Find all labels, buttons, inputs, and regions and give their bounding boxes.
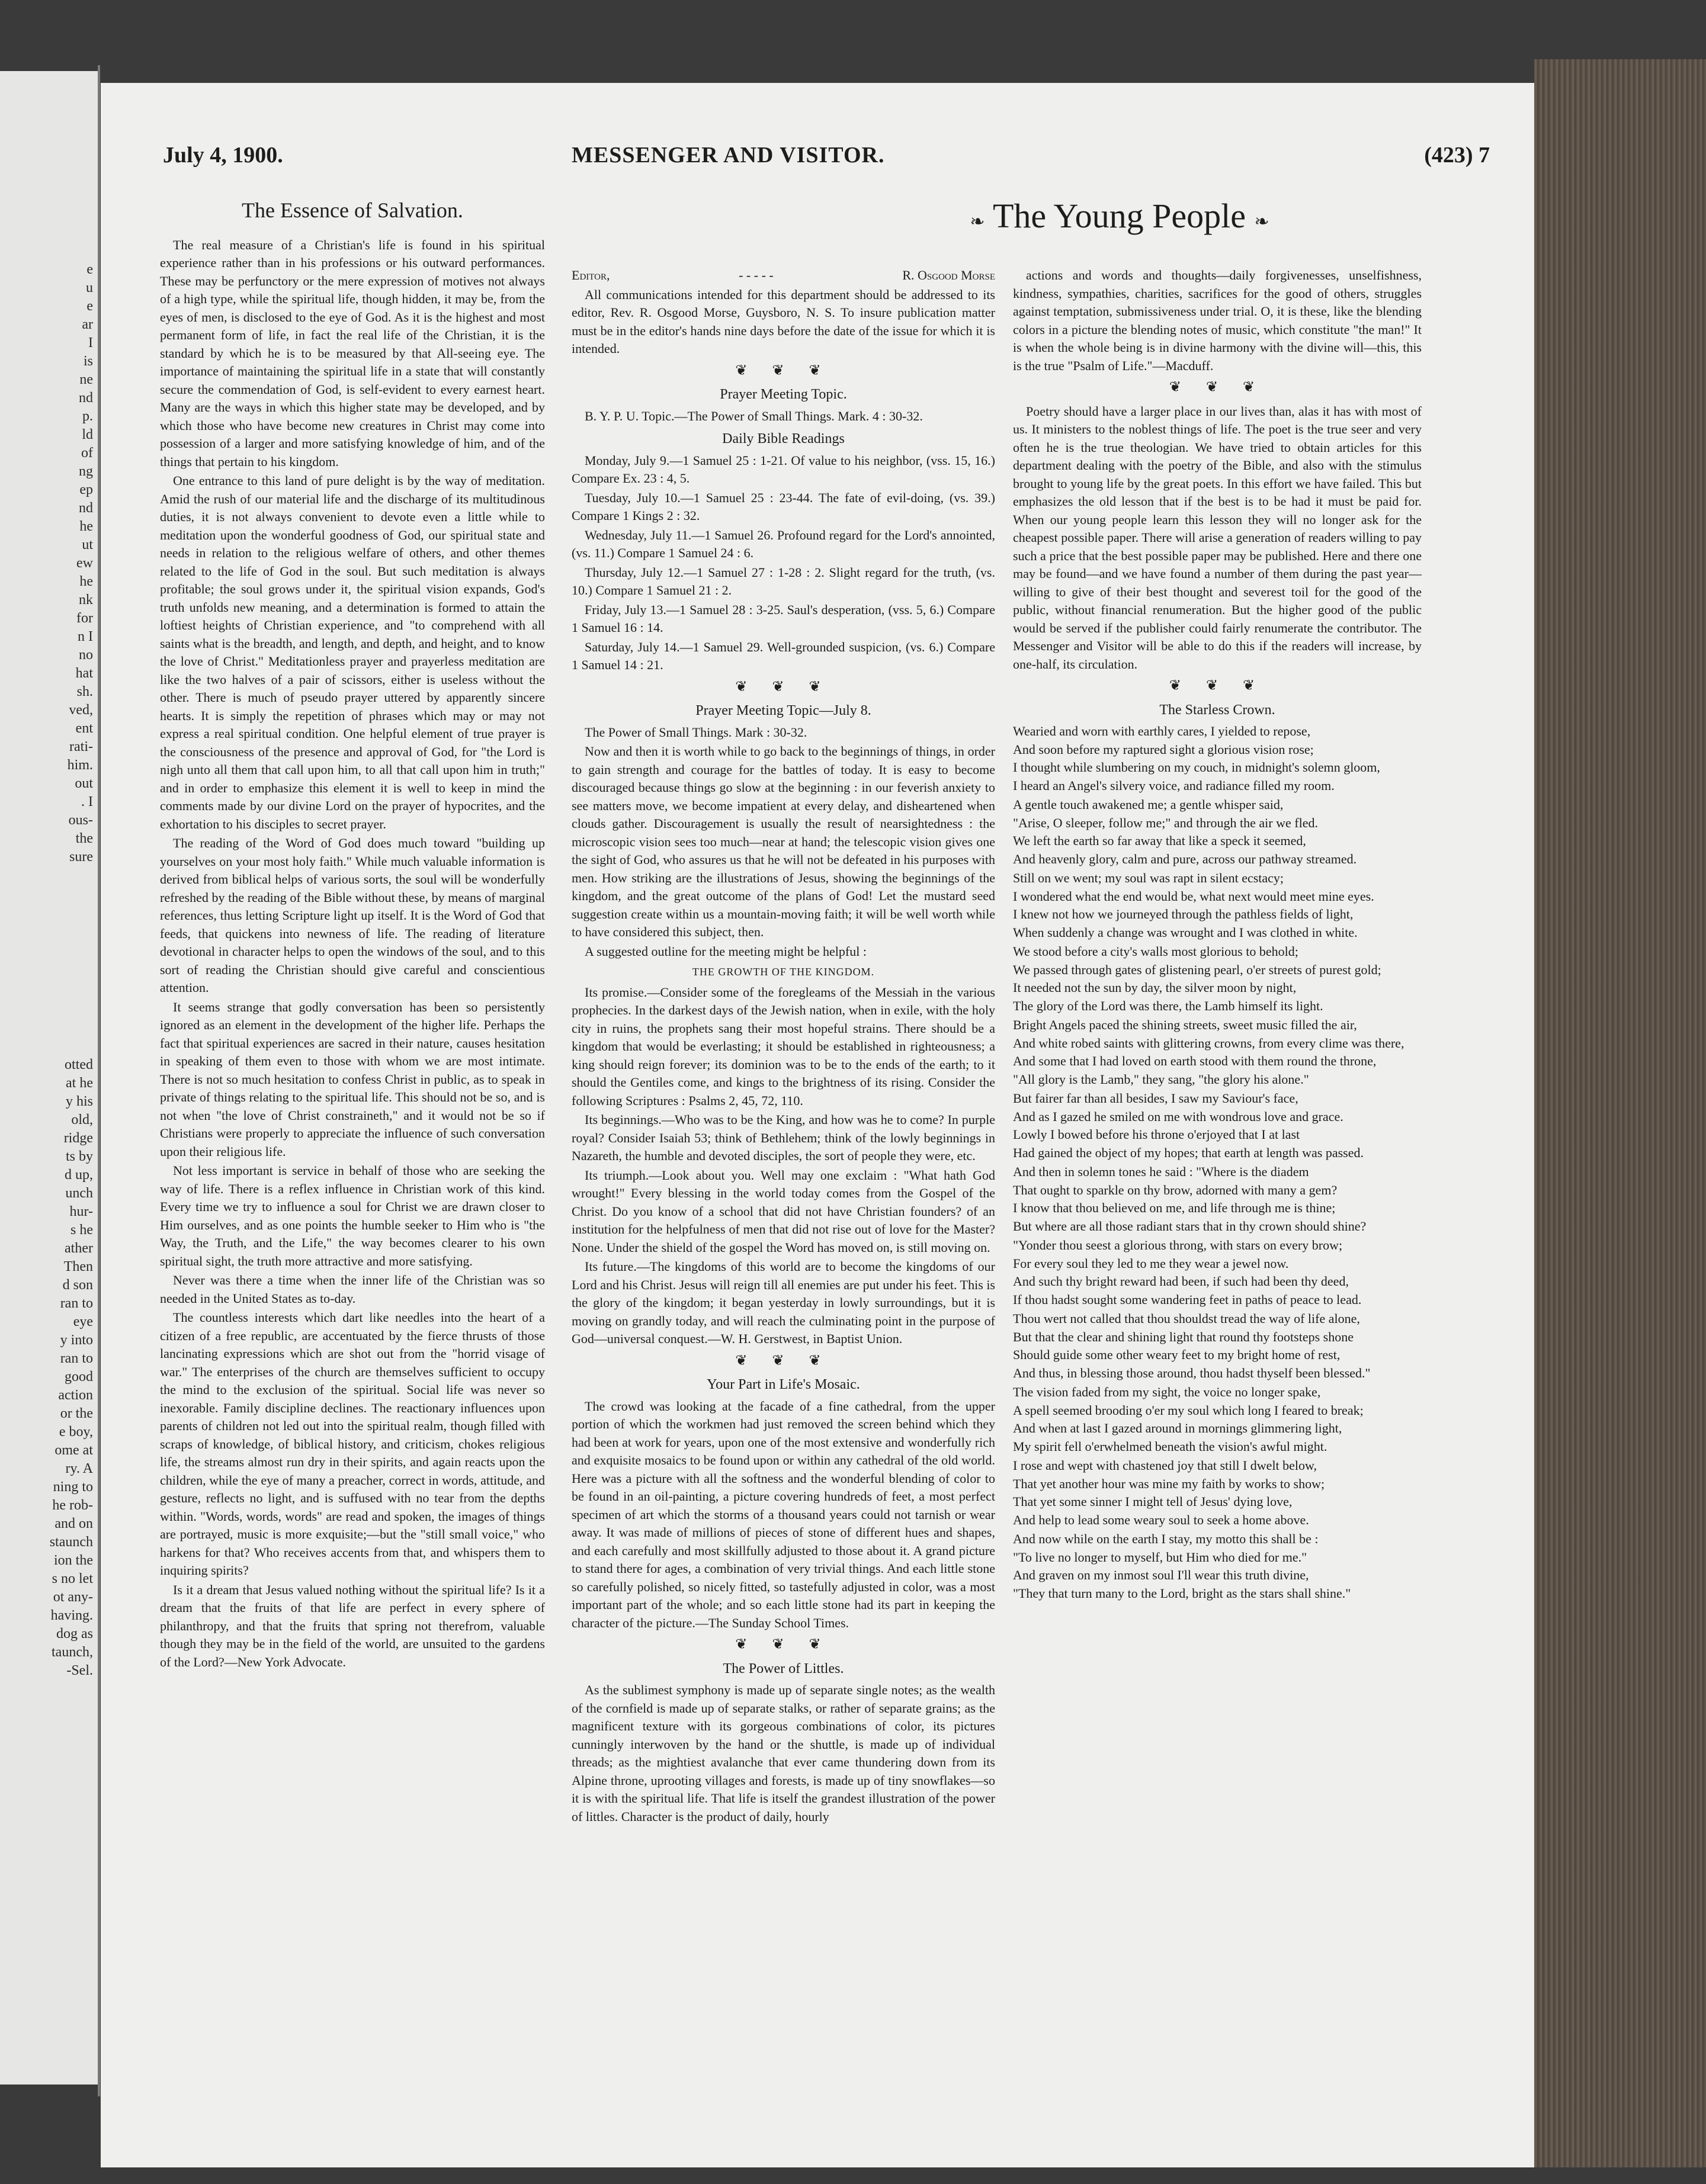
mosaic-text: The crowd was looking at the facade of a fine cathedral, from the upper portion of which the workmen had just removed the screen behind which they had been at work for years, upon one of the most extensive and wonderfully rich and exquisite mosaics to be found upon or within any cathedral of the old world. Here was a picture with all the softness and the wonderful blending of color to be found in an oil-painting, a picture covering hundreds of feet, a most perfect specimen of art which the storms of a thousand years could not tarnish or wear away. It was made of millions of pieces of stone of different hues and shapes, and each carefully and most skillfully adjusted to those about it. A grand picture to stand there for ages, a combination of very trivial things. And each little stone so carefully polished, so nicely fitted, so tastefully adjusted in color, was a most important part of the whole; and so each little stone had its part in keeping the character of the picture.—The Sunday School Times. (572, 1398, 995, 1630)
fragment-line: p. (82, 409, 93, 424)
fragment-line: I (88, 335, 93, 351)
poem-line: And white robed saints with glittering crowns, from every clime was there, (1013, 1035, 1404, 1051)
article-title: The Essence of Salvation. (242, 198, 463, 222)
fragment-line: ut (82, 537, 93, 553)
fragment-line: out (75, 776, 93, 791)
fragment-line: action (58, 1388, 93, 1403)
fragment-line: no (79, 647, 93, 663)
paragraph: Is it a dream that Jesus valued nothing without the spiritual life? Is it a dream that the fruits of that life are perfect in every sphere of philanthropy, and that the fruits that spring not therefrom, valuable though they may be in the field of the world, are unsuited to the gardens of the Lord?—New York Advocate. (160, 1582, 545, 1669)
paragraph: Not less important is service in behalf of those who are seeking the way of life. There is a reflex influence in Christian work of this kind. Every time we try to influence a soul for Christ we are drawn closer to Him ourselves, and as one points the humble seeker to Him who is "the Way, the Truth, and the Life," the way becomes clearer to his own spiritual sight, the truth more attractive and more satisfying. (160, 1163, 545, 1268)
poem-line: Wearied and worn with earthly cares, I yielded to repose, (1013, 724, 1311, 738)
poem-line: And graven on my inmost soul I'll wear this truth divine, (1013, 1568, 1309, 1582)
fragment-line: ran to (60, 1296, 93, 1311)
fragment-line: u (86, 280, 93, 296)
poem-line: Bright Angels paced the shining streets, sweet music filled the air, (1013, 1017, 1357, 1032)
paragraph: It seems strange that godly conversation has been so persistently ignored as an element in the development of the higher life. Perhaps the fact that spiritual experiences are sacred in their nature, causes hesitation in speaking of them even to those with whom we are most intimate. There is not so much hesitation to confess Christ in public, as to speak in private of things relating to the spiritual life. This should not be so, and is not when "the love of Christ constraineth," and it would not be so if Christians were properly to appreciate the influence of such conversation upon their religious life. (160, 999, 545, 1159)
poem-stanza (1013, 1383, 1422, 1456)
poem-stanza (1013, 869, 1422, 942)
paragraph: Its promise.—Consider some of the foregleams of the Messiah in the various prophecies. In the darkest days of the Jewish nation, when in exile, with the holy city in ruins, the prophets sang their most hopeful strains. There should be a kingdom that would be everlasting; it should be established in righteousness; a king should reign forever; its dominion was to be to the ends of the earth; to it should the Gentiles come, and kings to the brightness of its rising. Consider the following Scriptures : Psalms 2, 45, 72, 110. (572, 984, 995, 1108)
poem-line: And when at last I gazed around in mornings glimmering light, (1013, 1421, 1342, 1435)
poem-line: When suddenly a change was wrought and I was clothed in white. (1013, 924, 1358, 940)
paragraph: Never was there a time when the inner life of the Christian was so needed in the United States as to-day. (160, 1273, 545, 1306)
paragraph: A suggested outline for the meeting might be helpful : (585, 943, 867, 959)
poem-line: And heavenly glory, calm and pure, across our pathway streamed. (1013, 851, 1357, 866)
poem-line: "Yonder thou seest a glorious throng, with stars on every brow; (1013, 1238, 1343, 1252)
poem-line: I know that thou believed on me, and life through me is thine; (1013, 1200, 1336, 1215)
poem-line: And help to lead some weary soul to seek a home above. (1013, 1512, 1309, 1527)
poem-line: Had gained the object of my hopes; that earth at length was passed. (1013, 1145, 1364, 1160)
paragraph: Its beginnings.—Who was to be the King, and how was he to come? In purple royal? Consider Isaiah 53; think of Bethlehem; think of the lowly beginnings in Nazareth, the humble and devoted disciples, the sort of people they were, etc. (572, 1112, 995, 1163)
poem-line: Still on we went; my soul was rapt in silent ecstacy; (1013, 871, 1284, 885)
poem-line: We left the earth so far away that like a speck it seemed, (1013, 833, 1306, 848)
poem-line: A spell seemed brooding o'er my soul which long I feared to break; (1013, 1402, 1364, 1418)
fragment-line: . I (81, 794, 93, 810)
newspaper-page (101, 83, 1534, 2167)
section-title-text: The Young People (992, 197, 1246, 235)
poem-line: And thus, in blessing those around, thou hadst thyself been blessed." (1013, 1365, 1371, 1380)
poem-line: I heard an Angel's silvery voice, and radiance filled my room. (1013, 778, 1335, 793)
fragment-line: hur- (69, 1204, 93, 1219)
poem-line: The vision faded from my sight, the voice no longer spake, (1013, 1385, 1321, 1399)
column-poetry (1013, 266, 1422, 1604)
poem-stanza (1013, 1236, 1422, 1309)
reading-item: Saturday, July 14.—1 Samuel 29. Well-grounded suspicion, (vs. 6.) Compare 1 Samuel 14 : 21. (572, 639, 995, 672)
divider: ❦ ❦ ❦ (1169, 380, 1266, 395)
page-gutter (98, 65, 100, 2096)
fragment-line: ridge (63, 1130, 93, 1146)
divider: ❦ ❦ ❦ (735, 1353, 832, 1369)
fragment-line: d son (62, 1277, 93, 1293)
fragment-line: s no let (52, 1571, 93, 1586)
book-edge (1534, 59, 1706, 2167)
fragment-line: ome at (54, 1443, 93, 1458)
fragment-line: e (86, 298, 93, 314)
fragment-line: ather (65, 1241, 93, 1256)
poem-line: I wondered what the end would be, what next would meet mine eyes. (1013, 888, 1374, 904)
fragment-line: of (81, 445, 93, 461)
column-young-people (572, 266, 995, 1827)
poem-stanza (1013, 796, 1422, 868)
paragraph: The countless interests which dart like needles into the heart of a citizen of a free republic, are accentuated by the fierce thrusts of those lancinating expressions which are shot out from the "horrid visage of war." The enterprises of the church are themselves sufficient to occupy the mind to the exclusion of the spiritual. Social life was never so inexorable. Family discipline declines. The reactionary influences upon parents of children not led out into the spiritual realm, though filled with scraps of knowledge, of biblical history, and criticism, chokes religious life, the streams almost run dry in their spirits, and again reacts upon the children, while the eye of many a preacher, correct in words, attitude, and gesture, reflects no light, and is suffused with no tear from the depths within. "Words, words, words" are read and spoken, the images of things are portrayed, music is more exquisite;—but the "still small voice," who harkens for that? Who receives accents from that, and whispers them to inquiring spirits? (160, 1310, 545, 1578)
poem-stanza (1013, 943, 1422, 1015)
fragment-line: ent (75, 721, 93, 736)
fragment-line: ne (79, 372, 93, 387)
fragment-line: e (86, 262, 93, 277)
fragment-line: Then (63, 1259, 93, 1274)
fragment-line: is (83, 354, 93, 369)
littles-heading: The Power of Littles. (723, 1661, 844, 1676)
poem-line: "Arise, O sleeper, follow me;" and through the air we fled. (1013, 815, 1318, 830)
reading-item: Wednesday, July 11.—1 Samuel 26. Profound regard for the Lord's annointed, (vs. 11.) Compare 1 Samuel 24 : 6. (572, 527, 995, 560)
poem-stanza (1013, 1457, 1422, 1529)
poem-line: That ought to sparkle on thy brow, adorned with many a gem? (1013, 1182, 1338, 1197)
divider: ❦ ❦ ❦ (735, 362, 832, 378)
fragment-line: or the (60, 1406, 93, 1421)
poem-line: Should guide some other weary feet to my bright home of rest, (1013, 1347, 1341, 1362)
poem-line: We passed through gates of glistening pearl, o'er streets of purest gold; (1013, 962, 1381, 977)
young-people-title (853, 195, 1386, 243)
fragment-line: sure (69, 849, 93, 865)
divider: ❦ ❦ ❦ (735, 1637, 832, 1652)
poem-line: And soon before my raptured sight a glorious vision rose; (1013, 741, 1314, 757)
fragment-line: at he (66, 1075, 93, 1091)
readings-list (572, 452, 995, 675)
fragment-line: good (65, 1369, 93, 1385)
fragment-line: d up, (65, 1167, 93, 1183)
fragment-line: hat (75, 666, 93, 681)
left-fragment-upper (0, 71, 98, 866)
poem-body (1013, 722, 1422, 1602)
fleuron-icon: ❧ (1254, 212, 1269, 232)
readings-heading: Daily Bible Readings (722, 431, 845, 447)
poem-line: My spirit fell o'erwhelmed beneath the vision's awful might. (1013, 1438, 1327, 1454)
fragment-line: ar (82, 317, 93, 332)
fragment-line: sh. (76, 684, 93, 699)
poem-line: Thou wert not called that thou shouldst tread the way of life alone, (1013, 1311, 1360, 1326)
fragment-line: ion the (54, 1553, 93, 1568)
fragment-line: having. (50, 1608, 93, 1623)
fragment-line: ous- (68, 812, 93, 828)
poem-stanza (1013, 1310, 1422, 1382)
fragment-line: y into (60, 1332, 93, 1348)
paragraph: Its triumph.—Look about you. Well may one exclaim : "What hath God wrought!" Every blessing in the world today comes from the Gospel of the Christ. Do you know of a school that did not have Christian founders? of an institution for the helpfulness of men that did not rise out of love for the Master? None. Under the shield of the gospel the Word has moved on, is still moving on. (572, 1167, 995, 1255)
fragment-line: nd (79, 500, 93, 516)
fragment-line: ran to (60, 1351, 93, 1366)
masthead (163, 142, 1490, 190)
fragment-line: dog as (56, 1626, 93, 1642)
paragraph: The Power of Small Things. Mark : 30-32. (585, 724, 807, 740)
paper-title: MESSENGER AND VISITOR. (572, 143, 885, 168)
poem-line: That yet another hour was mine my faith by works to show; (1013, 1476, 1325, 1491)
poem-stanza (1013, 1163, 1422, 1235)
fragment-line: nk (79, 592, 93, 608)
fragment-line: y his (65, 1094, 93, 1109)
poem-line: I thought while slumbering on my couch, in midnight's solemn gloom, (1013, 760, 1380, 775)
divider: ❦ ❦ ❦ (1169, 678, 1266, 693)
fragment-line: the (75, 831, 93, 846)
poem-line: That yet some sinner I might tell of Jesus' dying love, (1013, 1494, 1293, 1509)
poem-line: "They that turn many to the Lord, bright as the stars shall shine." (1013, 1585, 1351, 1601)
fragment-line: him. (67, 757, 93, 773)
poem-line: And now while on the earth I stay, my motto this shall be : (1013, 1531, 1319, 1546)
fragment-line: he rob- (52, 1498, 93, 1513)
fragment-line: -Sel. (66, 1663, 93, 1678)
july8-heading: Prayer Meeting Topic—July 8. (695, 703, 871, 718)
poem-line: If thou hadst sought some wandering feet in paths of peace to lead. (1013, 1292, 1362, 1307)
growth-heading: THE GROWTH OF THE KINGDOM. (692, 966, 875, 978)
fragment-line: ew (76, 555, 93, 571)
mosaic-heading: Your Part in Life's Mosaic. (707, 1377, 860, 1392)
editor-dashes: - - - - - (739, 268, 774, 282)
editor-line (572, 266, 995, 285)
issue-date: July 4, 1900. (163, 143, 283, 168)
poem-line: For every soul they led to me they wear a jewel now. (1013, 1255, 1289, 1271)
poem-line: And as I gazed he smiled on me with wondrous love and grace. (1013, 1109, 1343, 1124)
poem-line: Lowly I bowed before his throne o'erjoyed that I at last (1013, 1127, 1300, 1142)
fragment-line: taunch, (52, 1645, 93, 1660)
fragment-line: unch (65, 1186, 93, 1201)
fragment-line: he (79, 519, 93, 534)
fragment-line: s he (70, 1222, 93, 1238)
poetry-paragraph: Poetry should have a larger place in our lives than, alas it has with most of us. It ministers to the noblest things of life. The poet is the true seer and very often he is the true theologian. We have tried to obtain articles for this department dealing with the poetry of the Bible, and also with the stimulus brought to young life by the great poets. In this effort we have failed. This but emphasizes the old lesson that if the best is to be had it must be paid for. When our young people learn this lesson they will no longer ask for the cheapest possible paper. There will arise a generation of readers willing to pay such a price that the best possible paper may be published. Here and there one may be found—and we have found a number of them during the past year—willing to give of their best thought and severest toil for the good of the public, without financial renumeration. But the higher good of the public would be served if the publisher could fairly renumerate the contributor. The Messenger and Visitor will be able to do this if the readers will increase, by one-half, its circulation. (1013, 403, 1422, 672)
editor-label: Editor, (572, 268, 610, 282)
fragment-line: ep (79, 482, 93, 497)
poem-line: And then in solemn tones he said : "Where is the diadem (1013, 1164, 1309, 1179)
fleuron-icon: ❧ (970, 212, 985, 232)
fragment-line: ts by (65, 1149, 93, 1164)
divider: ❦ ❦ ❦ (735, 679, 832, 695)
fragment-line: he (79, 574, 93, 589)
poem-line: But fairer far than all besides, I saw my Saviour's face, (1013, 1091, 1298, 1106)
paragraph: Now and then it is worth while to go back to the beginnings of things, in order to gain strength and courage for the battles of today. It is easy to become discouraged because things go slow at the beginning : in our feverish anxiety to see matters move, we become impatient at every delay, and disheartened when clouds gather. Discouragement is usually the result of nearsightedness : the microscopic vision sees too much—near at hand; the telescopic vision gives one the sight of God, who assures us that he will not be defeated in his purposes with men. How striking are the illustrations of Jesus, showing the beginnings of the kingdom, and the great outcome of the plans of God! Let the mustard seed suggestion create within us a mountain-moving faith; it will be well worth while to have considered this subject, then. (572, 744, 995, 939)
poem-stanza (1013, 1530, 1422, 1602)
poem-line: And such thy bright reward had been, if such had been thy deed, (1013, 1274, 1349, 1289)
reading-item: Thursday, July 12.—1 Samuel 27 : 1-28 : 2. Slight regard for the truth, (vs. 10.) Compare 1 Samuel 21 : 2. (572, 564, 995, 598)
fragment-line: ry. A (65, 1461, 93, 1476)
poem-stanza (1013, 1016, 1422, 1088)
fragment-line: e boy, (59, 1424, 93, 1440)
july8-body (572, 724, 995, 961)
reading-item: Tuesday, July 10.—1 Samuel 25 : 23-44. The fate of evil-doing, (vs. 39.) Compare 1 Kings 2 : 32. (572, 490, 995, 523)
article-body (160, 236, 545, 1672)
topic-text: B. Y. P. U. Topic.—The Power of Small Things. Mark. 4 : 30-32. (585, 408, 923, 423)
left-page-fragment (0, 71, 98, 2085)
poem-line: "All glory is the Lamb," they sang, "the glory his alone." (1013, 1071, 1309, 1087)
topic-heading: Prayer Meeting Topic. (720, 387, 847, 402)
fragment-line: for (76, 611, 93, 626)
paragraph: The real measure of a Christian's life is found in his spiritual experience rather than in his professions or his outward performances. These may be perfunctory or the mere expression of motives not always of a high type, while the spiritual life, though hidden, it may be, from the eyes of men, is disclosed to the eye of God. As it is the highest and most permanent form of life, in fact the real life of the Christian, it is the standard by which he is to be measured by that All-seeing eye. The importance of maintaining the spiritual life in a state that will constantly secure the commendation of God, is self-evident to every earnest heart. Many are the ways in which this higher state may be developed, and by which those who have become new creatures in Christ may come into possession of a larger and more satisfying knowledge of him, and of the things that pertain to his kingdom. (160, 237, 545, 469)
fragment-line: nd (79, 390, 93, 406)
fragment-line: and on (54, 1516, 93, 1531)
paragraph: The reading of the Word of God does much toward "building up yourselves on your most holy faith." While much valuable information is derived from biblical helps of various sorts, the soul will be wonderfully refreshed by the reading of the Bible without these, by means of marginal references, thus letting Scripture light up itself. It is the Word of God that feeds, that quickens into newness of life. The reading of literature devotional in character helps to open the windows of the soul, and to this sort of reading the Christian should give careful and conscientious attention. (160, 836, 545, 995)
page-number: (423) 7 (1424, 143, 1490, 168)
growth-body (572, 984, 995, 1348)
fragment-line: staunch (49, 1534, 93, 1550)
poem-stanza (1013, 1090, 1422, 1162)
reading-item: Monday, July 9.—1 Samuel 25 : 1-21. Of value to his neighbor, (vss. 15, 16.) Compare Ex. 23 : 4, 5. (572, 452, 995, 486)
poem-line: The glory of the Lord was there, the Lamb himself its light. (1013, 998, 1323, 1013)
fragment-line: ning to (53, 1479, 93, 1495)
fragment-line: ved, (69, 702, 93, 718)
poem-line: I rose and wept with chastened joy that still I dwelt below, (1013, 1458, 1317, 1473)
fragment-line: rati- (69, 739, 93, 754)
fragment-line: n I (78, 629, 93, 644)
poem-line: "To live no longer to myself, but Him who died for me." (1013, 1549, 1307, 1565)
paragraph: Its future.—The kingdoms of this world are to become the kingdoms of our Lord and his Christ. Jesus will reign till all enemies are put under his feet. This is the glory of the kingdom; it began yesterday in lowly surroundings, but it is moving on grandly today, and will reach the culminating point in the purpose of God—universal conquest.—W. H. Gerstwest, in Baptist Union. (572, 1259, 995, 1346)
editor-name: R. Osgood Morse (902, 268, 995, 282)
continuation-text: actions and words and thoughts—daily forgivenesses, unselfishness, kindness, sympathies, charities, sacrifices for the good of others, struggles against temptation, submissiveness under trial. O, it is these, like the blending colors in a picture the blending notes of music, which constitute "the man!" It is when the whole being is in divine harmony with the divine will—this, this is the true "Psalm of Life."—Macduff. (1013, 268, 1422, 373)
poem-line: It needed not the sun by day, the silver moon by night, (1013, 980, 1297, 995)
fragment-line: eye (73, 1314, 93, 1329)
reading-item: Friday, July 13.—1 Samuel 28 : 3-25. Saul's desperation, (vss. 5, 6.) Compare 1 Samuel 16 : 14. (572, 602, 995, 635)
fragment-line: otted (65, 1057, 93, 1072)
left-fragment-lower (0, 902, 98, 1680)
column-essence (160, 198, 545, 1672)
fragment-line: ng (79, 464, 93, 479)
notice: All communications intended for this department should be addressed to its editor, Rev. R. Osgood Morse, Guysboro, N. S. To insure publication matter must be in the editor's hands nine days before the date of the issue for which it is intended. (572, 287, 995, 356)
poem-title: The Starless Crown. (1159, 702, 1275, 718)
paragraph: One entrance to this land of pure delight is by the way of meditation. Amid the rush of our material life and the discharge of its multitudinous duties, it is not always convenient to devote even a little while to meditation upon the wonderful goodness of God, our spiritual state and needs in relation to the religious welfare of others, and other themes related to the life of God in the soul. But such meditation is always profitable; the soul grows under it, the spiritual vision expands, God's truth unfolds new meaning, and a determination is formed to attain the loftiest heights of Christian experience, and "to comprehend with all saints what is the breadth, and length, and depth, and height, and to know the love of Christ." Meditationless prayer and prayerless meditation are like the two halves of a pair of scissors, either is useless without the other. There is much of pseudo prayer uttered by apparently sincere hearts. It is simply the repetition of phrases which may or may not express a real spiritual condition. One helpful element of true prayer is the consciousness of the presence and approval of God, for "the Lord is nigh unto all them that call upon him, to all that call upon him in truth;" and in order to emphasize this element it is well to keep in mind the comments made by our divine Lord on the prayer of hypocrites, and the exhortation to his disciples to secret prayer. (160, 473, 545, 831)
poem-line: We stood before a city's walls most glorious to behold; (1013, 944, 1298, 959)
poem-line: But where are all those radiant stars that in thy crown should shine? (1013, 1218, 1367, 1234)
poem-line: A gentle touch awakened me; a gentle whisper said, (1013, 797, 1284, 812)
poem-line: But that the clear and shining light that round thy footsteps shone (1013, 1329, 1354, 1344)
poem-line: I knew not how we journeyed through the pathless fields of light, (1013, 907, 1354, 921)
poem-line: And some that I had loved on earth stood with them round the throne, (1013, 1054, 1377, 1068)
fragment-line: ot any- (53, 1589, 93, 1605)
littles-text: As the sublimest symphony is made up of separate single notes; as the wealth of the cornfield is made up of separate stalks, or rather of separate grains; as the magnificent texture with its gorgeous combinations of color, its pictures cunningly interwoven by the hand or the shuttle, is made up of individual threads; as the mightiest avalanche that ever came thundering down from its Alpine throne, uprooting villages and forests, is made up of tiny snowflakes—so it is with the spiritual life. That life is itself the grandest illustration of the power of littles. Character is the product of daily, hourly (572, 1682, 995, 1824)
poem-stanza (1013, 722, 1422, 795)
fragment-line: old, (71, 1112, 93, 1128)
fragment-line: ld (82, 427, 93, 442)
